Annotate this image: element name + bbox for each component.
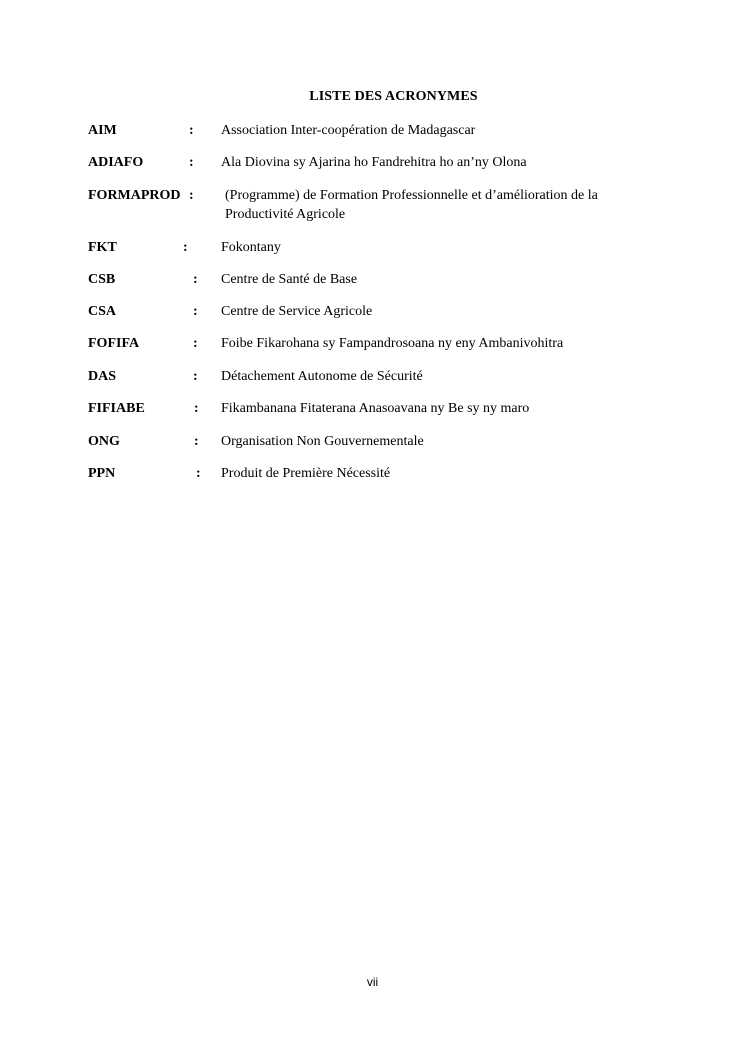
acronym-definition: Organisation Non Gouvernementale — [221, 434, 424, 449]
acronym-separator: : — [189, 155, 194, 170]
acronym-definition: Produit de Première Nécessité — [221, 466, 391, 481]
acronym-abbr: PPN — [88, 466, 116, 481]
acronym-abbr: ONG — [88, 434, 120, 449]
acronym-abbr: CSA — [88, 304, 117, 319]
acronym-abbr: FIFIABE — [88, 401, 145, 416]
acronym-separator: : — [193, 336, 198, 351]
acronym-separator: : — [193, 272, 198, 287]
acronym-definition: Fokontany — [221, 240, 281, 255]
acronym-abbr: DAS — [88, 369, 117, 384]
acronym-abbr: FOFIFA — [88, 336, 140, 351]
acronym-separator: : — [193, 304, 198, 319]
acronym-separator: : — [194, 434, 199, 449]
acronym-definition: Fikambanana Fitaterana Anasoavana ny Be sy ny maro — [221, 401, 530, 416]
acronym-separator: : — [194, 401, 199, 416]
acronym-definition: Centre de Santé de Base — [221, 272, 358, 287]
acronym-abbr: ADIAFO — [88, 155, 144, 170]
acronym-abbr: AIM — [88, 123, 117, 138]
acronym-separator: : — [193, 369, 198, 384]
acronym-abbr: FORMAPROD — [88, 188, 181, 203]
acronym-abbr: CSB — [88, 272, 116, 287]
acronym-separator: : — [183, 240, 188, 255]
acronym-separator: : — [196, 466, 201, 481]
acronym-definition: Foibe Fikarohana sy Fampandrosoana ny eny Ambanivohitra — [221, 336, 564, 351]
page-number: vii — [366, 975, 379, 989]
acronym-abbr: FKT — [88, 240, 117, 255]
acronym-definition: (Programme) de Formation Professionnelle et d’amélioration de la Productivité Agricole — [225, 188, 598, 222]
acronym-definition: Détachement Autonome de Sécurité — [221, 369, 423, 384]
acronym-definition: Association Inter-coopération de Madagascar — [221, 123, 476, 138]
acronym-separator: : — [189, 123, 194, 138]
acronym-separator: : — [189, 188, 194, 203]
page-title: LISTE DES ACRONYMES — [309, 89, 478, 104]
acronym-definition: Ala Diovina sy Ajarina ho Fandrehitra ho an’ny Olona — [221, 155, 527, 170]
acronym-definition: Centre de Service Agricole — [221, 304, 373, 319]
